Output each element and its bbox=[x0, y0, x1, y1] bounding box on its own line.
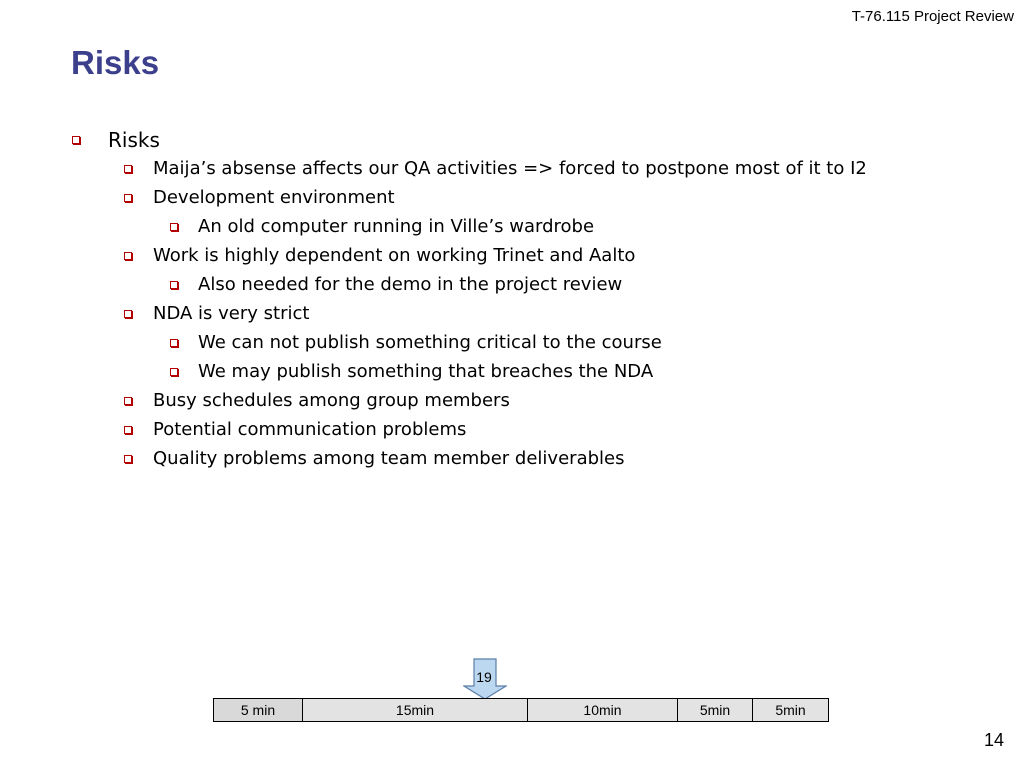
square-bullet-icon bbox=[124, 426, 132, 434]
bullet-text: Busy schedules among group members bbox=[153, 390, 510, 411]
square-bullet-icon bbox=[170, 368, 178, 376]
bullet-text: We can not publish something critical to the course bbox=[198, 332, 662, 353]
bullet-item bbox=[0, 154, 867, 183]
bullet-item bbox=[0, 212, 867, 241]
timeline-segment: 5min bbox=[753, 699, 828, 721]
course-header: T-76.115 Project Review bbox=[851, 8, 1014, 25]
bullet-text: Work is highly dependent on working Trinet and Aalto bbox=[153, 245, 636, 266]
bullet-item bbox=[0, 270, 867, 299]
timeline-segment: 5 min bbox=[214, 699, 303, 721]
bullet-text: We may publish something that breaches the NDA bbox=[198, 361, 654, 382]
square-bullet-icon bbox=[170, 281, 178, 289]
bullet-list bbox=[0, 126, 867, 473]
bullet-item bbox=[0, 444, 867, 473]
bullet-item bbox=[0, 299, 867, 328]
square-bullet-icon bbox=[124, 165, 132, 173]
timeline-bar bbox=[213, 698, 829, 722]
square-bullet-icon bbox=[170, 339, 178, 347]
slide-title: Risks bbox=[71, 44, 160, 81]
bullet-item bbox=[0, 328, 867, 357]
marker-label: 19 bbox=[476, 669, 492, 685]
bullet-text: Quality problems among team member deliverables bbox=[153, 448, 625, 469]
bullet-text: An old computer running in Ville’s wardrobe bbox=[198, 216, 595, 237]
timeline-segment: 15min bbox=[303, 699, 528, 721]
bullet-text: Risks bbox=[108, 128, 160, 152]
bullet-item bbox=[0, 183, 867, 212]
bullet-item bbox=[0, 386, 867, 415]
square-bullet-icon bbox=[170, 223, 178, 231]
bullet-item bbox=[0, 241, 867, 270]
timeline-segment: 5min bbox=[678, 699, 753, 721]
bullet-text: Development environment bbox=[153, 187, 395, 208]
square-bullet-icon bbox=[124, 397, 132, 405]
square-bullet-icon bbox=[124, 252, 132, 260]
bullet-text: NDA is very strict bbox=[153, 303, 310, 324]
square-bullet-icon bbox=[124, 455, 132, 463]
bullet-item bbox=[0, 357, 867, 386]
square-bullet-icon bbox=[124, 194, 132, 202]
timeline-segment: 10min bbox=[528, 699, 678, 721]
bullet-text: Also needed for the demo in the project review bbox=[198, 274, 623, 295]
bullet-item bbox=[0, 126, 867, 154]
bullet-text: Potential communication problems bbox=[153, 419, 467, 440]
bullet-item bbox=[0, 415, 867, 444]
square-bullet-icon bbox=[124, 310, 132, 318]
square-bullet-icon bbox=[72, 136, 80, 144]
page-number: 14 bbox=[983, 730, 1004, 750]
bullet-text: Maija’s absense affects our QA activities => forced to postpone most of it to I2 bbox=[153, 158, 867, 179]
